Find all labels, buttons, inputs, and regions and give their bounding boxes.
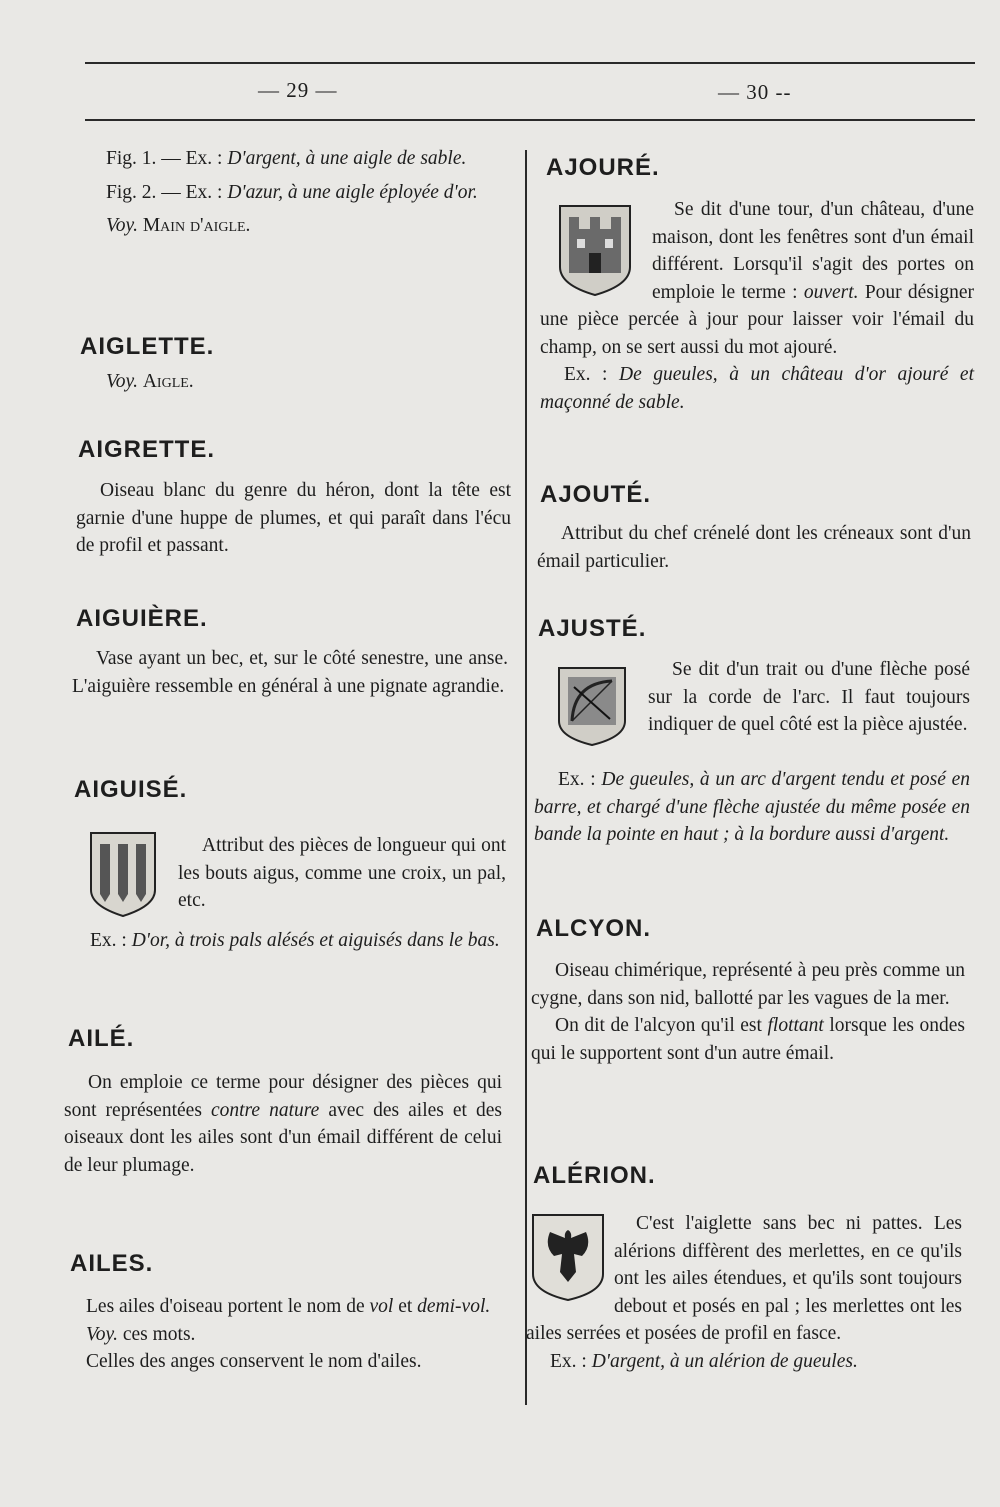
heading-aiguiere: AIGUIÈRE. [76,605,208,632]
fig-captions [82,145,514,240]
ailes-text: Les ailes d'oiseau portent le nom de vol et demi-vol. Voy. ces mots. Celles des anges conservent le nom d'ailes. [86,1296,491,1372]
alerion-text: C'est l'aiglette sans bec ni pattes. Les alérions diffèrent des merlettes, en ce qu'ils ont les ailes étendues, et qu'ils sont toujours debout et posés en pal ; les merlettes ont les ailes serrées et posées de profil en fasce. Ex. : D'argent, à un alérion de gueules. [526,1213,962,1372]
heading-ailes: AILES. [70,1250,154,1277]
heading-ajoute: AJOUTÉ. [540,481,652,508]
alcyon-text: Oiseau chimérique, représenté à peu près comme un cygne, dans son nid, ballotté par les vagues de la mer. On dit de l'alcyon qu'il est flottant lorsque les ondes qui le supportent sont d'un autre émail. [531,960,966,1064]
shield-bow-arrow-icon [556,665,628,749]
ajuste-example: Ex. : De gueules, à un arc d'argent tendu et posé en barre, et chargé d'une flèche ajustée du même posée en bande la pointe en haut ; à la bordure aussi d'argent. [534,769,970,845]
heading-aile: AILÉ. [68,1025,135,1052]
page-number-right: — 30 -- [718,80,792,104]
heading-aiglette: AIGLETTE. [80,333,215,360]
heading-aigrette: AIGRETTE. [78,436,216,463]
heading-alerion: ALÉRION. [533,1162,656,1189]
fig2-caption: Fig. 2. — Ex. : D'azur, à une aigle éployée d'or. [106,181,478,203]
fig1-caption: Fig. 1. — Ex. : D'argent, à une aigle de sable. [106,148,467,169]
aile-text: On emploie ce terme pour désigner des pièces qui sont représentées contre nature avec des ailes et des oiseaux dont les ailes sont d'un émail différent de celui de leur plumage. [64,1072,503,1176]
aiglette-voy: Voy. Aigle. [106,371,194,392]
heading-alcyon: ALCYON. [536,915,651,942]
top-rule [85,62,975,64]
voy-main-aigle: Voy. Main d'aigle. [106,215,251,236]
header-rule [85,119,975,121]
aigrette-text: Oiseau blanc du genre du héron, dont la tête est garnie d'une huppe de plumes, et qui paraît dans l'écu de profil et passant. [76,480,511,556]
shield-three-pals-icon [88,830,158,920]
aiguiere-text: Vase ayant un bec, et, sur le côté senestre, une anse. L'aiguière ressemble en général à une pignate agrandie. [72,648,508,697]
ajoure-text: Se dit d'une tour, d'un château, d'une maison, dont les fenêtres sont d'un émail différent. Lorsqu'il s'agit des portes on emploie le terme : ouvert. Pour désigner une pièce percée à jour pour laisser voir l'émail du champ, on se sert aussi du mot ajouré. Ex. : De gueules, à un château d'or ajouré et maçonné de sable. [540,199,974,413]
heading-aiguise: AIGUISÉ. [74,776,188,803]
ajoute-text: Attribut du chef crénelé dont les créneaux sont d'un émail particulier. [537,523,971,572]
aiguise-example: Ex. : D'or, à trois pals alésés et aiguisés dans le bas. [90,930,500,951]
heading-ajoure: AJOURÉ. [546,154,660,181]
ajuste-text: Se dit d'un trait ou d'une flèche posé sur la corde de l'arc. Il faut toujours indiquer de quel côté est la pièce ajustée. [648,659,970,735]
heading-ajuste: AJUSTÉ. [538,615,647,642]
page-number-left: — 29 — [258,78,338,102]
aiguise-text: Attribut des pièces de longueur qui ont les bouts aigus, comme une croix, un pal, etc. [178,835,506,911]
